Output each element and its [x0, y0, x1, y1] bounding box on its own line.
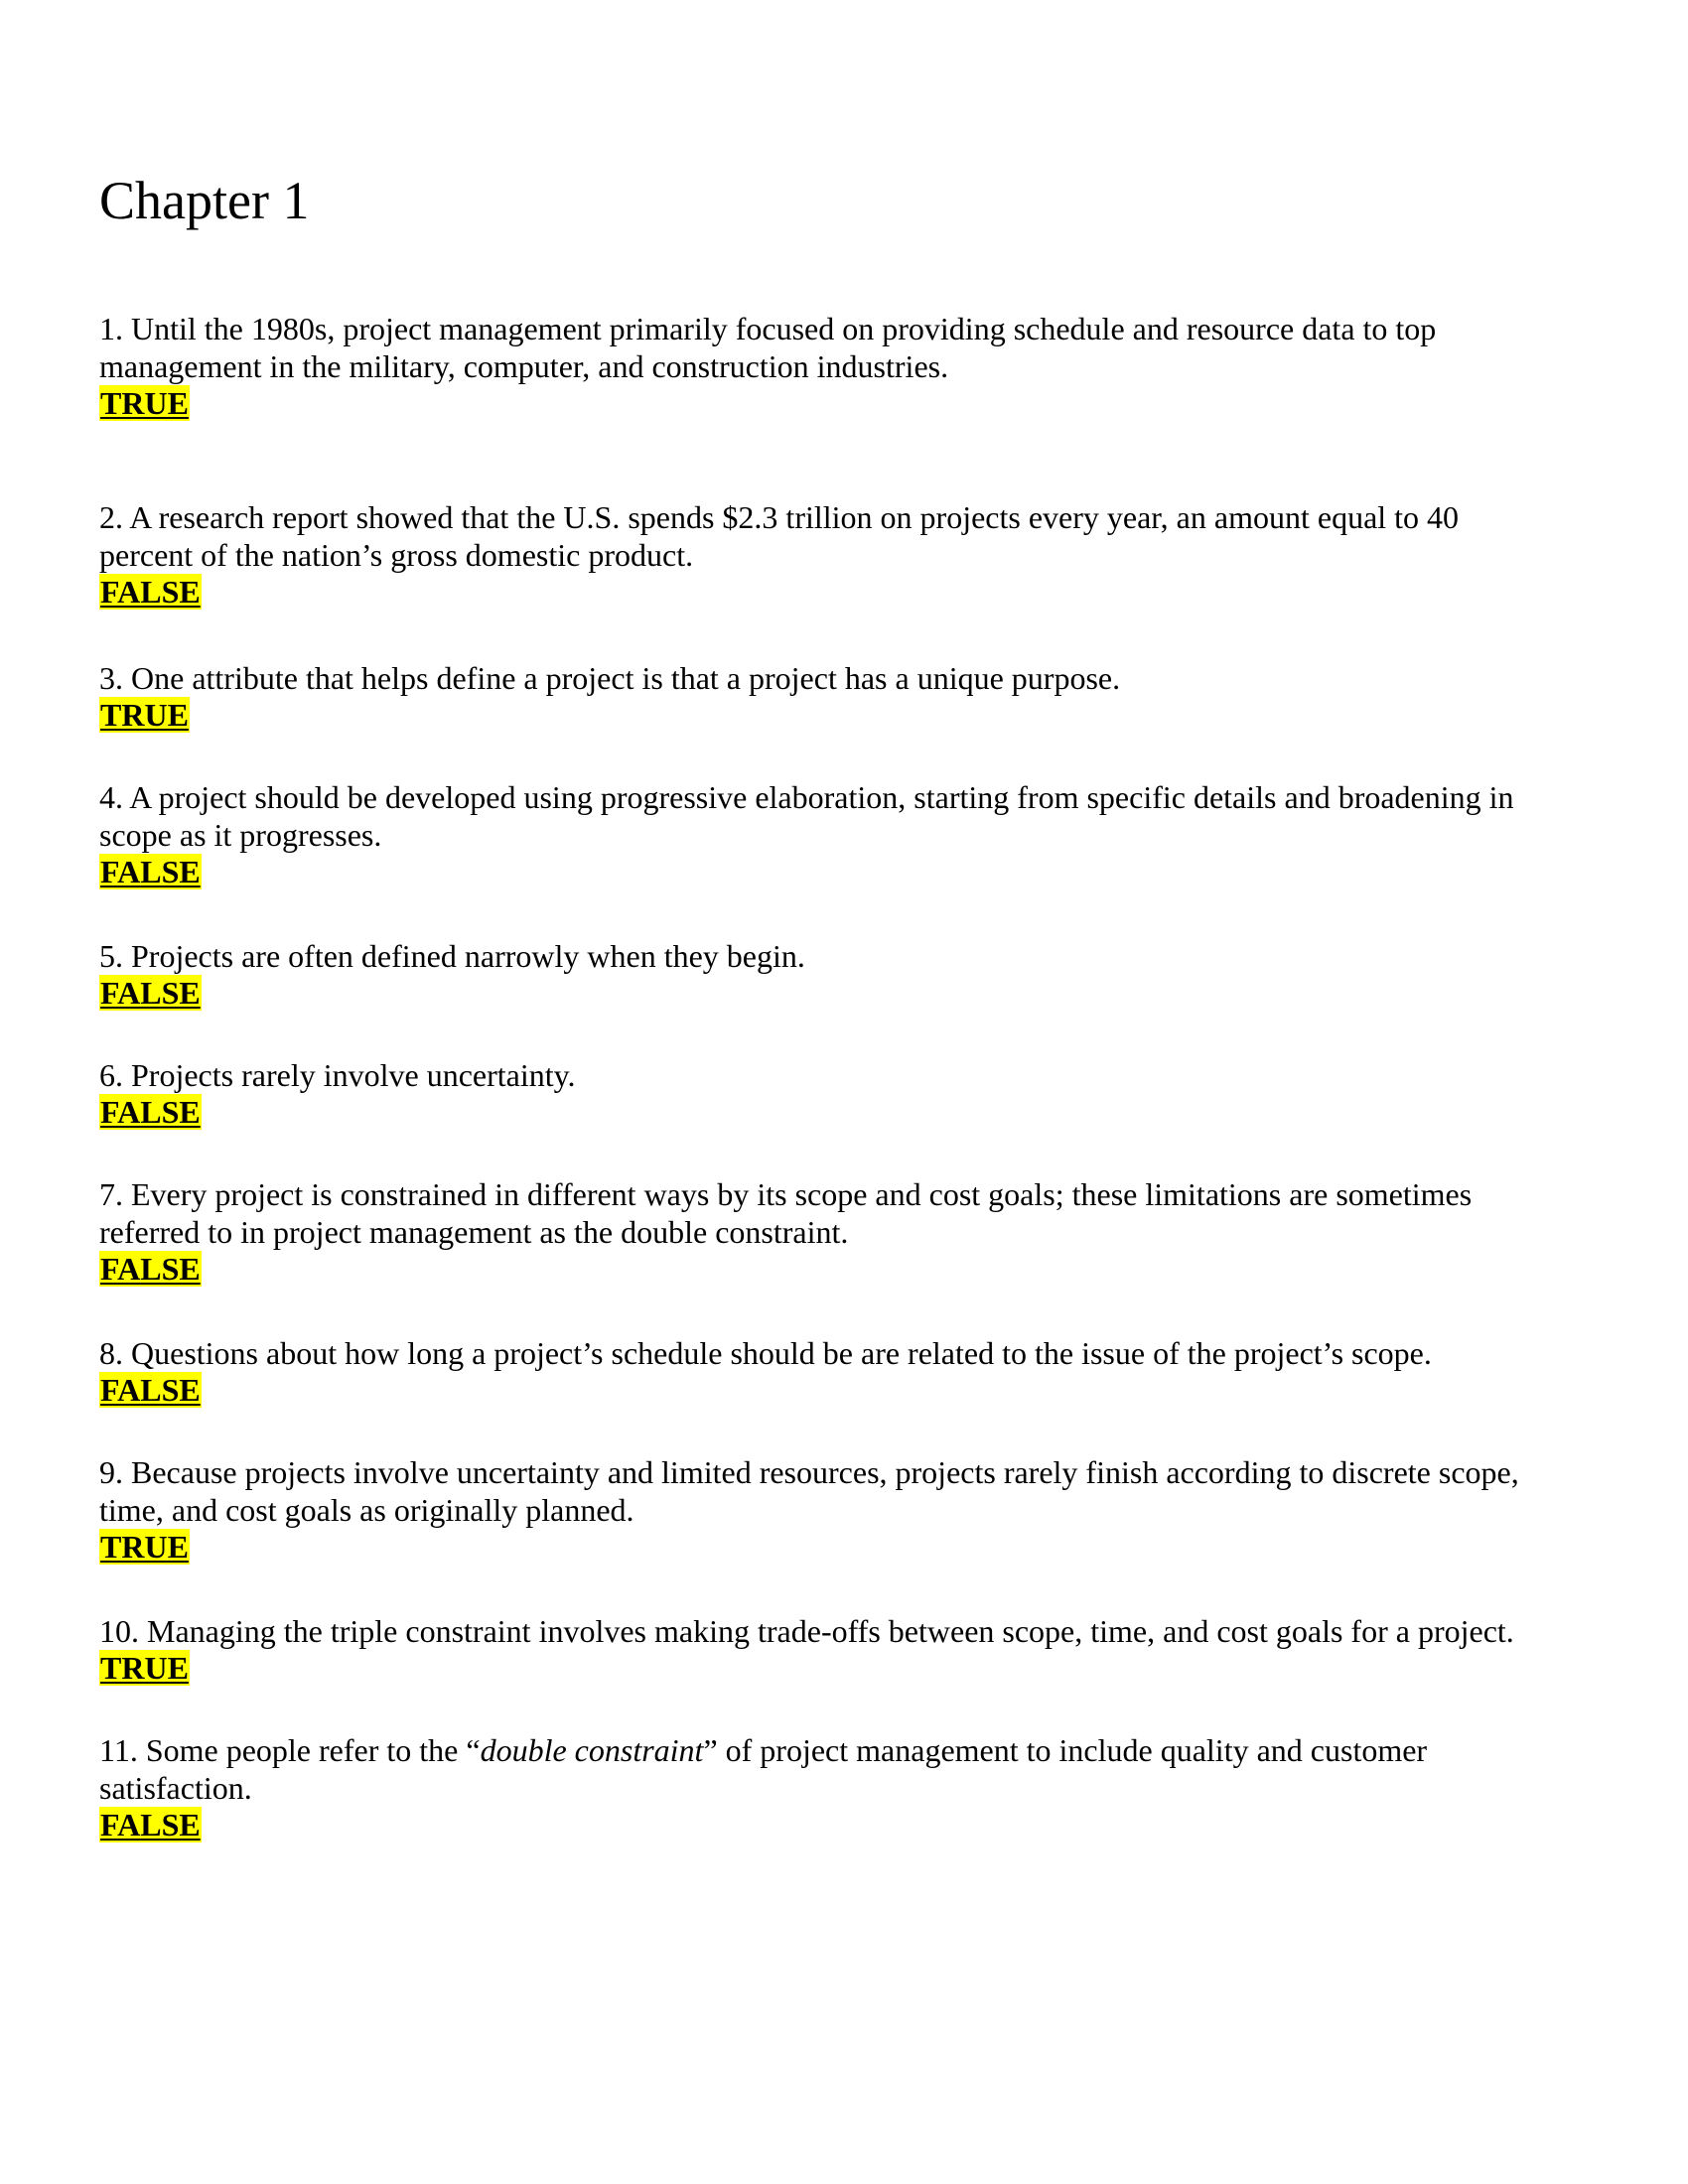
question-11 — [99, 1731, 1609, 1843]
question-text: 7. Every project is constrained in different ways by its scope and cost goals; these limitations are sometimes referred to in project management as the double constraint. — [99, 1176, 1473, 1250]
question-3 — [99, 659, 1609, 733]
answer-badge: FALSE — [100, 574, 201, 610]
question-6 — [99, 1056, 1609, 1130]
question-7 — [99, 1175, 1609, 1287]
question-text: 9. Because projects involve uncertainty and limited resources, projects rarely finish according to discrete scope, time, and cost goals as originally planned. — [99, 1454, 1519, 1528]
answer-badge: TRUE — [100, 697, 189, 733]
question-2 — [99, 498, 1609, 610]
question-text: 1. Until the 1980s, project management primarily focused on providing schedule and resource data to top management in the military, computer, and construction industries. — [99, 311, 1437, 384]
answer-badge: TRUE — [100, 1529, 189, 1565]
question-8 — [99, 1334, 1609, 1408]
question-text: 3. One attribute that helps define a project is that a project has a unique purpose. — [99, 660, 1121, 696]
answer-badge: FALSE — [100, 1251, 201, 1287]
answer-badge: TRUE — [100, 385, 189, 421]
question-text-italic: double constraint — [480, 1732, 704, 1768]
answer-badge: FALSE — [100, 1372, 201, 1408]
answer-badge: FALSE — [100, 854, 201, 889]
answer-badge: FALSE — [100, 975, 201, 1011]
question-4 — [99, 778, 1609, 889]
question-text: 5. Projects are often defined narrowly when they begin. — [99, 938, 805, 974]
answer-badge: TRUE — [100, 1650, 189, 1686]
question-text — [99, 1731, 1509, 1807]
question-text: 4. A project should be developed using progressive elaboration, starting from specific details and broadening in scope as it progresses. — [99, 779, 1514, 853]
question-5 — [99, 937, 1609, 1011]
question-text: 10. Managing the triple constraint involves making trade-offs between scope, time, and cost goals for a project. — [99, 1613, 1514, 1649]
question-text: 6. Projects rarely involve uncertainty. — [99, 1057, 576, 1093]
chapter-title: Chapter 1 — [99, 171, 310, 230]
question-1 — [99, 310, 1609, 421]
question-text-end: ” of project management to include quality and customer satisfaction. — [99, 1732, 1428, 1806]
answer-badge: FALSE — [100, 1094, 201, 1130]
question-text-start: 11. Some people refer to the “ — [99, 1732, 481, 1768]
question-text: 2. A research report showed that the U.S. spends $2.3 trillion on projects every year, an amount equal to 40 percent of the nation’s gross domestic product. — [99, 499, 1460, 573]
answer-badge: FALSE — [100, 1807, 201, 1843]
question-10 — [99, 1612, 1609, 1686]
question-9 — [99, 1453, 1609, 1565]
question-text: 8. Questions about how long a project’s schedule should be are related to the issue of the project’s scope. — [99, 1335, 1432, 1371]
